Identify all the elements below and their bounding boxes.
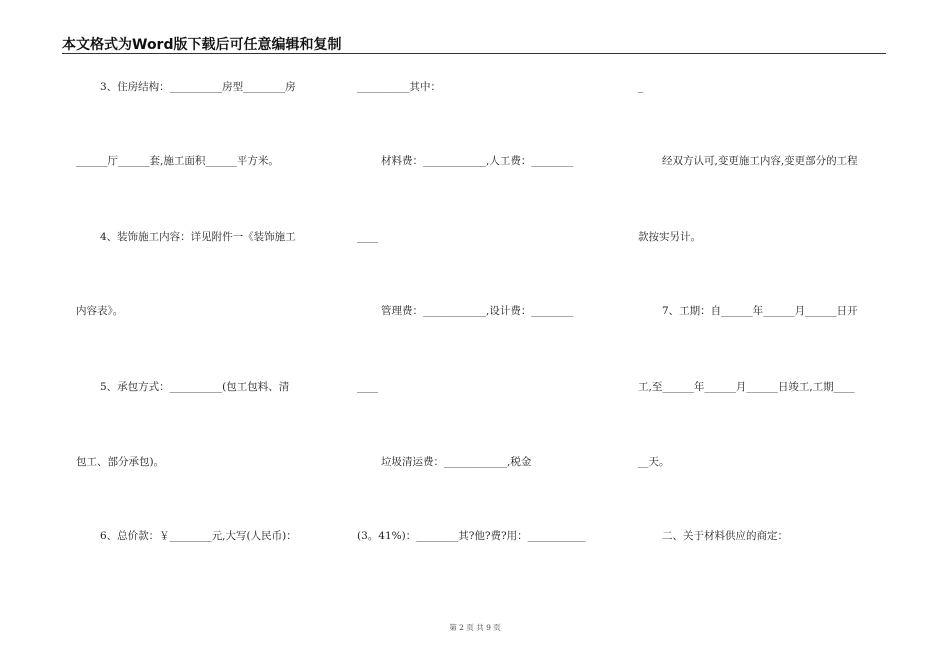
left-line-7: 6、总价款：￥________元,大写(人民币)： <box>100 530 297 542</box>
right-line-4: 7、工期：自______年______月______日开 <box>662 305 858 317</box>
middle-line-3: ____ <box>357 231 378 243</box>
page-number-footer: 第 2 页 共 9 页 <box>449 623 501 632</box>
left-line-4: 内容表》。 <box>76 305 124 317</box>
left-line-5: 5、承包方式：__________(包工包料、清 <box>100 381 290 393</box>
right-line-3: 款按实另计。 <box>638 231 701 243</box>
middle-line-2: 材料费：____________,人工费：________ <box>381 155 574 167</box>
document-header-title: 本文格式为Word版下载后可任意编辑和复制 <box>62 37 342 53</box>
left-line-6: 包工、部分承包)。 <box>76 456 165 468</box>
right-line-5: 工,至______年______月______日竣工,工期____ <box>638 381 855 393</box>
right-line-2: 经双方认可,变更施工内容,变更部分的工程 <box>662 155 858 167</box>
left-line-2: ______厅______套,施工面积______平方米。 <box>76 155 279 167</box>
middle-line-5: ____ <box>357 381 378 393</box>
right-line-1: _ <box>638 81 644 93</box>
middle-line-7: (3。41%)：________其?他?费?用：___________ <box>357 530 586 542</box>
left-line-3: 4、装饰施工内容：详见附件一《装饰施工 <box>100 231 296 243</box>
right-line-7: 二、关于材料供应的商定： <box>662 530 788 542</box>
right-line-6: __天。 <box>638 456 670 468</box>
middle-line-4: 管理费：____________,设计费：________ <box>381 305 574 317</box>
middle-line-6: 垃圾清运费：____________,税金 <box>381 456 532 468</box>
header-divider <box>62 53 886 54</box>
middle-line-1: __________其中： <box>357 81 441 93</box>
left-line-1: 3、住房结构：__________房型________房 <box>100 81 296 93</box>
